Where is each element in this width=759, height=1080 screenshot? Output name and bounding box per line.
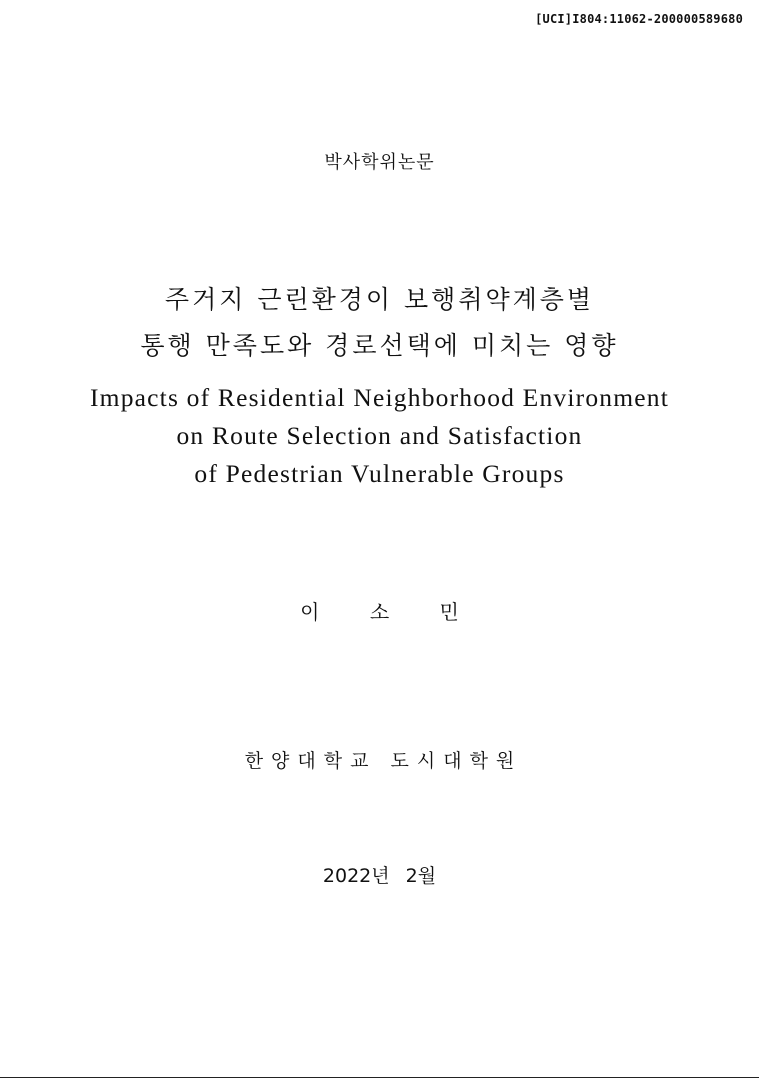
uci-identifier: [UCI]I804:11062-200000589680 [535, 12, 743, 26]
english-title-line-2: on Route Selection and Satisfaction [176, 421, 583, 450]
page-bottom-divider [0, 1077, 759, 1078]
author-name: 이 소 민 [300, 600, 481, 624]
korean-title-line-1: 주거지 근린환경이 보행취약계층별 [164, 285, 595, 314]
submission-date: 2022년 2월 [322, 865, 437, 887]
degree-type-label: 박사학위논문 [324, 152, 435, 173]
korean-title-line-2: 통행 만족도와 경로선택에 미치는 영향 [140, 331, 619, 360]
institution-name: 한양대학교 도시대학원 [244, 750, 523, 772]
english-title-line-1: Impacts of Residential Neighborhood Environment [89, 383, 670, 412]
english-title-line-3: of Pedestrian Vulnerable Groups [194, 459, 565, 488]
